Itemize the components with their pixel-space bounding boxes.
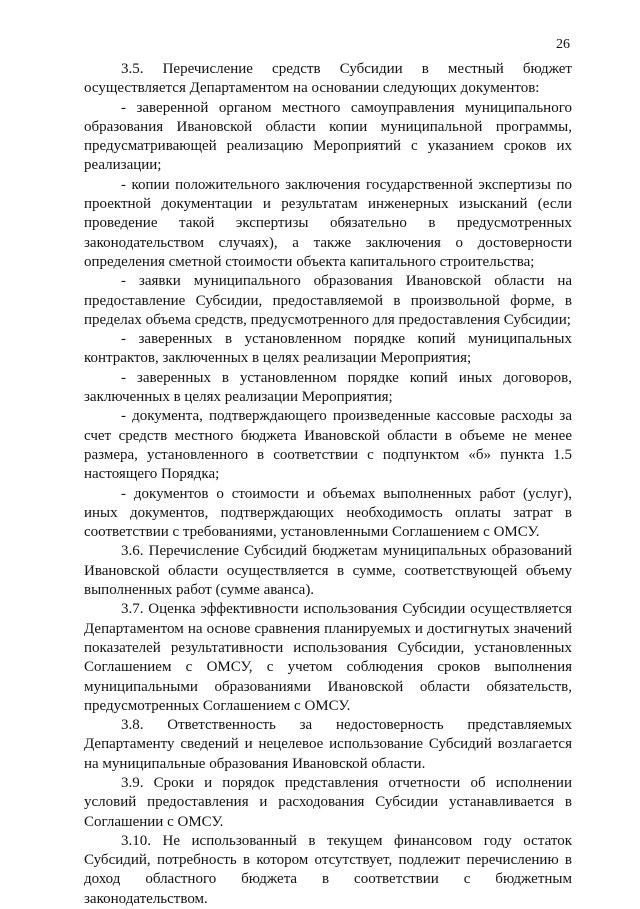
paragraph-3-10: 3.10. Не использованный в текущем финансовом году остаток Субсидий, потребность в котором отсутствует, подлежит перечислению в доход областного бюджета в соответствии с бюджетным законодательством. bbox=[84, 832, 572, 907]
list-item-cash-expenses-document: - документа, подтверждающего произведенные кассовые расходы за счет средств местного бюджета Ивановской области в объеме не менее размера, установленного в соответствии с подпунктом «б» пункта 1.5 настоящего Порядка; bbox=[84, 408, 572, 483]
list-item-municipal-contracts: - заверенных в установленном порядке копий муниципальных контрактов, заключенных в целях реализации Мероприятия; bbox=[84, 331, 572, 367]
paragraph-3-7: 3.7. Оценка эффективности использования Субсидии осуществляется Департаментом на основе сравнения планируемых и достигнутых значений показателей результативности использования Субсидии, установленных Соглашением с ОМСУ, с учетом соблюдения сроков выполнения муниципальными образованиями Ивановской области обязательств, предусмотренных Соглашением с ОМСУ. bbox=[84, 601, 572, 714]
document-body bbox=[84, 60, 572, 909]
paragraph-3-6: 3.6. Перечисление Субсидий бюджетам муниципальных образований Ивановской области осуществляется в сумме, соответствующей объему выполненных работ (сумме аванса). bbox=[84, 543, 572, 599]
paragraph-3-8: 3.8. Ответственность за недостоверность представляемых Департаменту сведений и нецелевое использование Субсидий возлагается на муниципальные образования Ивановской области. bbox=[84, 717, 572, 772]
list-item-subsidy-request: - заявки муниципального образования Ивановской области на предоставление Субсидии, предоставляемой в произвольной форме, в пределах объема средств, предусмотренного для предоставления Субсидии; bbox=[84, 273, 572, 328]
paragraph-3-5: 3.5. Перечисление средств Субсидии в местный бюджет осуществляется Департаментом на основании следующих документов: bbox=[84, 61, 572, 97]
list-item-other-contracts: - заверенных в установленном порядке копий иных договоров, заключенных в целях реализации Мероприятия; bbox=[84, 369, 572, 406]
list-item-municipal-program-copy: - заверенной органом местного самоуправления муниципального образования Ивановской области копии муниципальной программы, предусматривающей реализацию Мероприятий с указанием сроков их реализации; bbox=[84, 99, 572, 174]
paragraph-3-9: 3.9. Сроки и порядок представления отчетности об исполнении условий предоставления и расходования Субсидии устанавливается в Соглашении с ОМСУ. bbox=[84, 774, 572, 830]
list-item-works-cost-documents: - документов о стоимости и объемах выполненных работ (услуг), иных документов, подтверждающих необходимость оплаты затрат в соответствии с требованиями, установленными Соглашением с ОМСУ. bbox=[84, 485, 572, 541]
page-number: 26 bbox=[556, 37, 570, 52]
list-item-expertise-conclusion: - копии положительного заключения государственной экспертизы по проектной документации и результатам инженерных изысканий (если проведение такой экспертизы обязательно в предусмотренных законодательством случаях), а также заключения о достоверности определения сметной стоимости объекта капитального строительства; bbox=[84, 176, 572, 270]
